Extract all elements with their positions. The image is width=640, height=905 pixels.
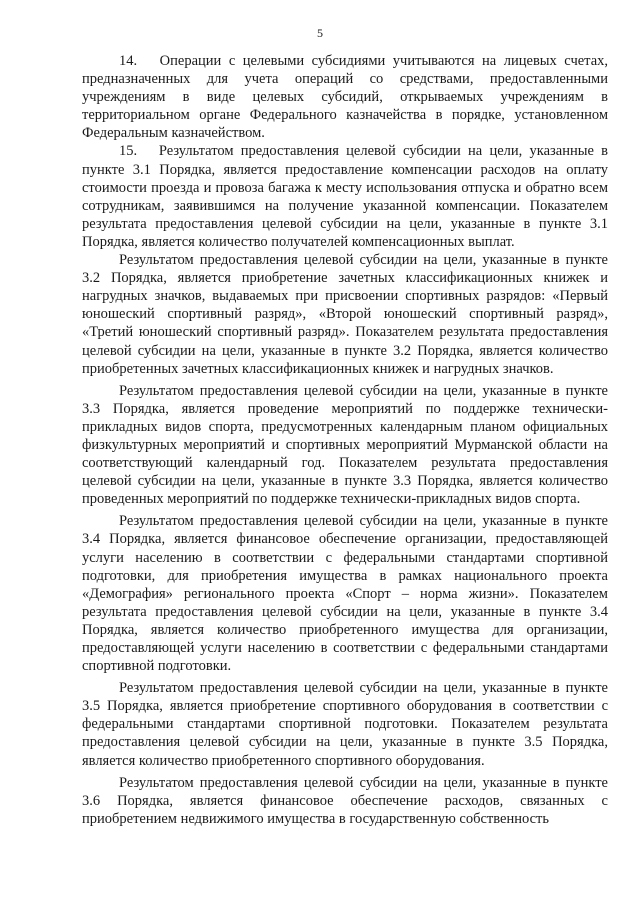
paragraph-result-3-5: Результатом предоставления целевой субсидии на цели, указанные в пункте 3.5 Порядка, является приобретение спортивного оборудования в соответствии с федеральными стандартами спортивной подготовки. Показателем результата предоставления целевой субсидии на цели, указанные в пункте 3.5 Порядка, является количество приобретенного спортивного оборудования. [82, 680, 608, 769]
paragraph-result-3-2: Результатом предоставления целевой субсидии на цели, указанные в пункте 3.2 Порядка, является приобретение зачетных классификационных книжек и нагрудных значков, выдаваемых при присвоении спортивных разрядов: «Первый юношеский спортивный разряд», «Второй юношеский спортивный разряд», «Третий юношеский спортивный разряд». Показателем результата предоставления целевой субсидии на цели, указанные в пункте 3.2 Порядка, является количество приобретенных зачетных классификационных книжек и нагрудных значков. [82, 252, 608, 377]
paragraph-15: 15. Результатом предоставления целевой субсидии на цели, указанные в пункте 3.1 Порядка, является предоставление компенсации расходов на оплату стоимости проезда и провоза багажа к месту использования отпуска и обратно всем сотрудникам, заявившимся на получение указанной компенсации. Показателем результата предоставления целевой субсидии на цели, указанные в пункте 3.1 Порядка, является количество получателей компенсационных выплат. [82, 143, 608, 250]
document-body [82, 52, 608, 828]
paragraph-14: 14. Операции с целевыми субсидиями учитываются на лицевых счетах, предназначенных для учета операций со средствами, предоставленными учреждениям в виде целевых субсидий, открываемых учреждениям в территориальном органе Федерального казначейства в порядке, установленном Федеральным казначейством. [82, 53, 608, 142]
paragraph-result-3-4: Результатом предоставления целевой субсидии на цели, указанные в пункте 3.4 Порядка, является финансовое обеспечение организации, предоставляющей услуги населению в соответствии с федеральными стандартами спортивной подготовки, для приобретения имущества в рамках национального проекта «Демография» регионального проекта «Спорт – норма жизни». Показателем результата предоставления целевой субсидии на цели, указанные в пункте 3.4 Порядка, является количество приобретенного имущества для организации, предоставляющей услуги населению в соответствии с федеральными стандартами спортивной подготовки. [82, 513, 608, 675]
paragraph-result-3-3: Результатом предоставления целевой субсидии на цели, указанные в пункте 3.3 Порядка, является проведение мероприятий по поддержке технически-прикладных видов спорта, предусмотренных календарным планом официальных физкультурных мероприятий и спортивных мероприятий Мурманской области на соответствующий календарный год. Показателем результата предоставления целевой субсидии на цели, указанные в пункте 3.3 Порядка, является количество проведенных мероприятий по поддержке технически-прикладных видов спорта. [82, 382, 608, 508]
page-number: 5 [317, 26, 323, 40]
paragraph-result-3-6: Результатом предоставления целевой субсидии на цели, указанные в пункте 3.6 Порядка, является финансовое обеспечение расходов, связанных с приобретением недвижимого имущества в государственную собственность [82, 774, 608, 827]
